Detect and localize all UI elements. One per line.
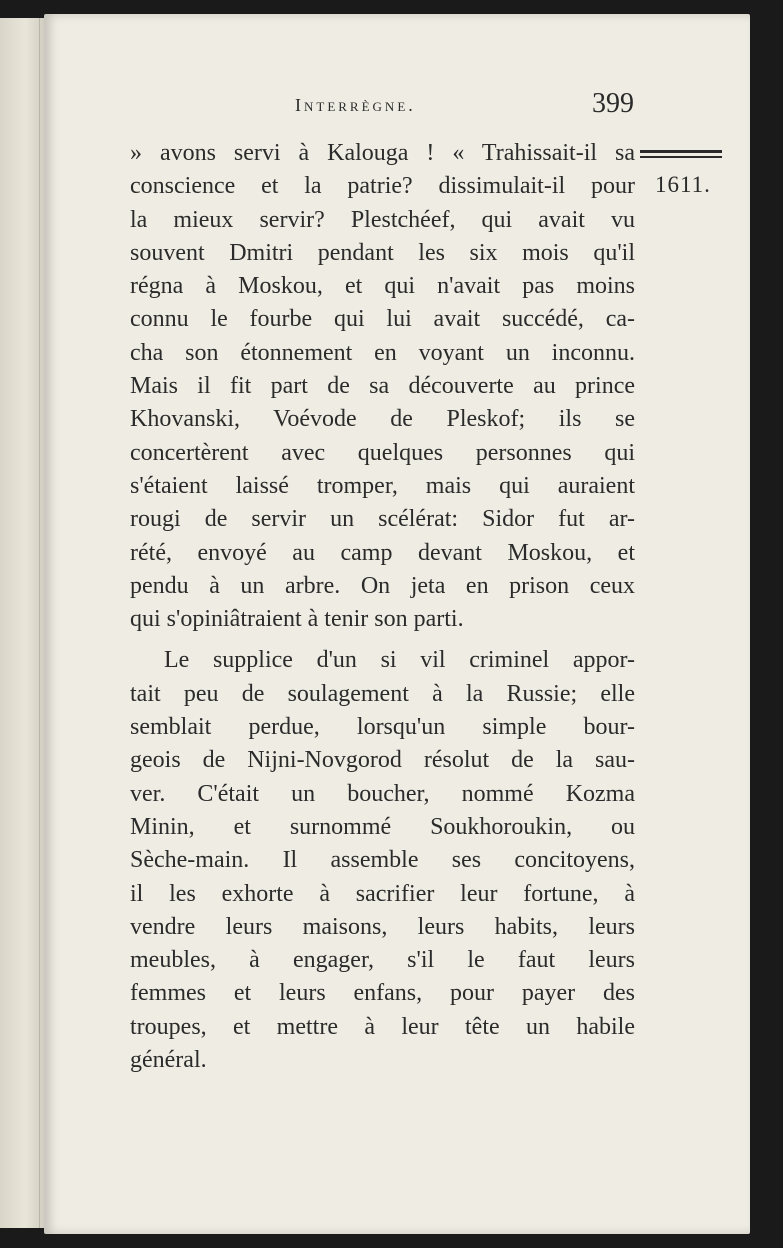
text-line: s'étaient laissé tromper, mais qui auraient <box>130 472 635 499</box>
text-line: Minin, et surnommé Soukhoroukin, ou <box>130 813 635 840</box>
text-line: meubles, à engager, s'il le faut leurs <box>130 947 635 974</box>
text-line: semblait perdue, lorsqu'un simple bour- <box>130 714 635 741</box>
text-line: concertèrent avec quelques personnes qui <box>130 439 635 466</box>
text-line: Sèche-main. Il assemble ses concitoyens, <box>130 847 635 874</box>
text-line: tait peu de soulagement à la Russie; elle <box>130 680 635 707</box>
text-line: » avons servi à Kalouga ! « Trahissait-il sa <box>130 140 635 166</box>
text-line: rété, envoyé au camp devant Moskou, et <box>130 539 635 566</box>
margin-year: 1611. <box>655 172 711 197</box>
text-line: il les exhorte à sacrifier leur fortune, à <box>130 880 635 907</box>
text-line: qui s'opiniâtraient à tenir son parti. <box>130 606 464 633</box>
text-line: général. <box>130 1047 207 1074</box>
paragraph-1 <box>130 137 635 636</box>
facing-page-edge <box>0 18 48 1228</box>
running-title: Interrègne. <box>295 95 416 115</box>
body-text <box>130 137 635 1077</box>
text-line: Khovanski, Voévode de Pleskof; ils se <box>130 406 635 433</box>
text-line: ver. C'était un boucher, nommé Kozma <box>130 780 635 807</box>
text-line: cha son étonnement en voyant un inconnu. <box>130 339 635 366</box>
text-line: Le supplice d'un si vil criminel appor- <box>164 647 635 674</box>
text-line: souvent Dmitri pendant les six mois qu'il <box>130 239 635 266</box>
text-line: régna à Moskou, et qui n'avait pas moins <box>130 273 635 300</box>
text-line: la mieux servir? Plestchéef, qui avait vu <box>130 206 635 233</box>
text-line: Mais il fit part de sa découverte au prince <box>130 373 635 400</box>
margin-rule <box>640 150 722 153</box>
text-line: connu le fourbe qui lui avait succédé, ca- <box>130 306 635 333</box>
text-line: vendre leurs maisons, leurs habits, leurs <box>130 913 635 940</box>
page-number: 399 <box>592 88 634 119</box>
text-line: troupes, et mettre à leur tête un habile <box>130 1013 635 1040</box>
text-line: pendu à un arbre. On jeta en prison ceux <box>130 572 635 599</box>
paragraph-2 <box>130 644 635 1077</box>
margin-rule-thin <box>640 156 722 158</box>
paragraph-gap <box>130 636 635 644</box>
text-line: rougi de servir un scélérat: Sidor fut ar- <box>130 506 635 533</box>
text-line: geois de Nijni-Novgorod résolut de la sau- <box>130 747 635 774</box>
text-line: conscience et la patrie? dissimulait-il pour <box>130 173 635 200</box>
text-line: femmes et leurs enfans, pour payer des <box>130 980 635 1007</box>
